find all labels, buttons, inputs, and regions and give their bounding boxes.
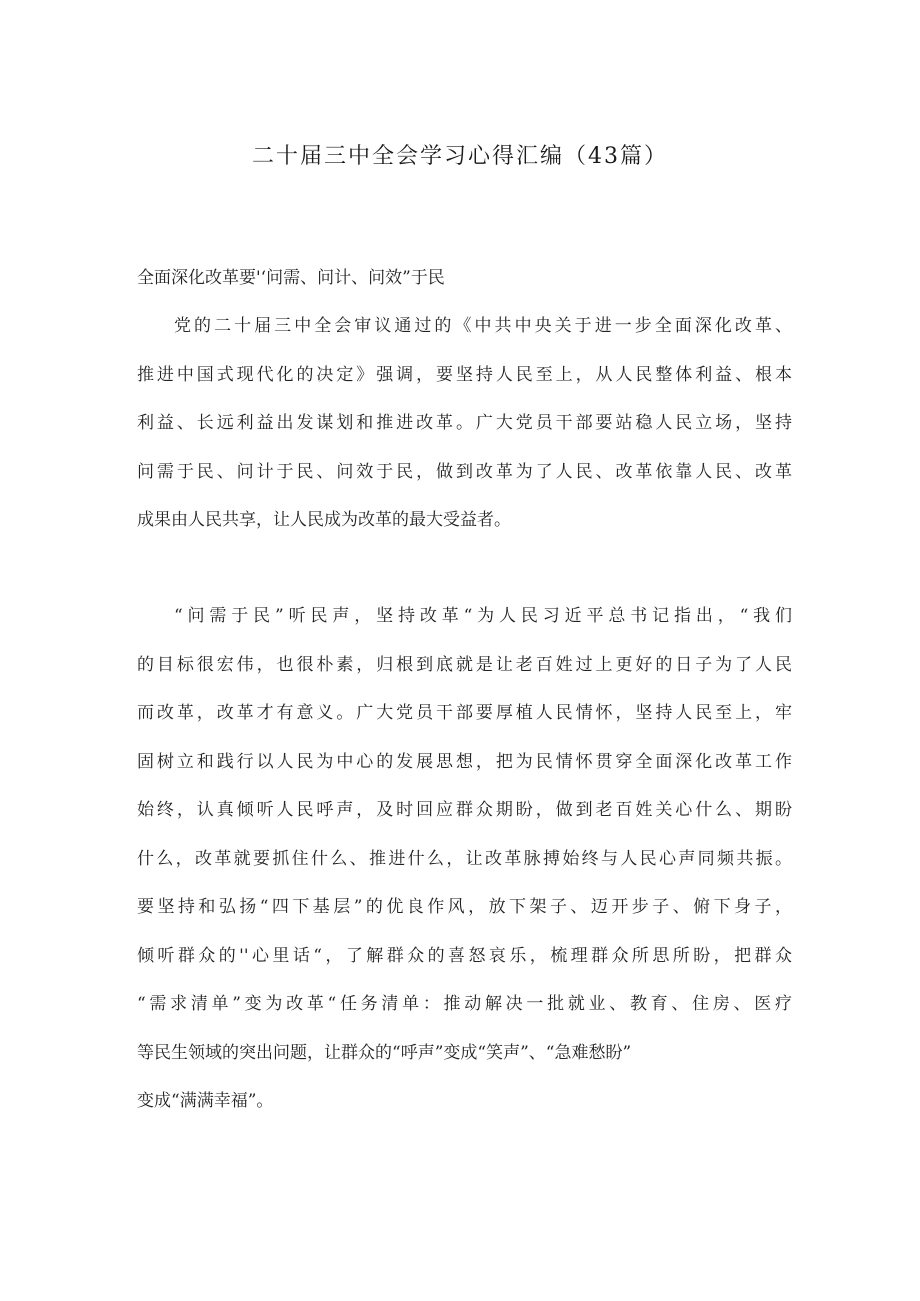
section-heading: 全面深化改革要'‘问需、问计、问效”于民 <box>137 268 445 288</box>
paragraph-line: “问需于民”听民声，坚持改革“为人民习近平总书记指出，“我们 <box>174 606 792 626</box>
paragraph-1 <box>137 302 792 545</box>
paragraph-line: 利益、长远利益出发谋划和推进改革。广大党员干部要站稳人民立场，坚持 <box>137 413 792 433</box>
paragraph-line: 党的二十届三中全会审议通过的《中共中央关于进一步全面深化改革、 <box>174 316 792 336</box>
paragraph-line: 等民生领域的突出问题，让群众的“呼声”变成“笑声”、“急难愁盼” <box>137 1042 632 1063</box>
paragraph-2 <box>137 592 792 1126</box>
paragraph-line: 要坚持和弘扬“四下基层”的优良作风，放下架子、迈开步子、俯下身子， <box>137 897 792 917</box>
paragraph-line: 变成“满满幸福”。 <box>137 1091 274 1111</box>
paragraph-line: 倾听群众的''心里话“，了解群众的喜怒哀乐，梳理群众所思所盼，把群众 <box>137 945 792 966</box>
paragraph-line: 固树立和践行以人民为中心的发展思想，把为民情怀贯穿全面深化改革工作 <box>137 751 792 772</box>
paragraph-line: 而改革，改革才有意义。广大党员干部要厚植人民情怀，坚持人民至上，牢 <box>137 703 792 723</box>
document-title: 二十届三中全会学习心得汇编（43篇） <box>252 144 668 169</box>
paragraph-line: 问需于民、问计于民、问效于民，做到改革为了人民、改革依靠人民、改革 <box>137 461 792 482</box>
paragraph-line: 成果由人民共享，让人民成为改革的最大受益者。 <box>137 510 511 530</box>
paragraph-line: 推进中国式现代化的决定》强调，要坚持人民至上，从人民整体利益、根本 <box>137 364 792 385</box>
paragraph-line: 始终，认真倾听人民呼声，及时回应群众期盼，做到老百姓关心什么、期盼 <box>137 800 792 820</box>
paragraph-line: “需求清单”变为改革“任务清单：推动解决一批就业、教育、住房、医疗 <box>137 994 792 1014</box>
paragraph-line: 的目标很宏伟，也很朴素，归根到底就是让老百姓过上更好的日子为了人民 <box>137 654 792 675</box>
paragraph-line: 什么，改革就要抓住什么、推进什么，让改革脉搏始终与人民心声同频共振。 <box>137 848 792 869</box>
